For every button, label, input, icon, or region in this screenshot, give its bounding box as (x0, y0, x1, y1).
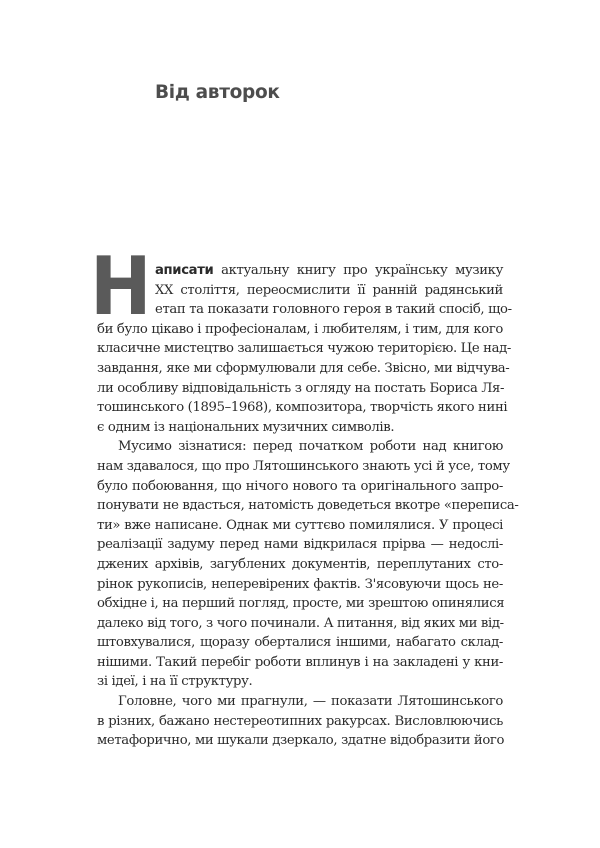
line-text: реалізації задуму перед нами відкрилася прірва — недослі- (97, 537, 503, 553)
line-text: джених архівів, загублених документів, переплутаних сто- (97, 556, 503, 572)
text-line (97, 496, 519, 516)
line-text: рінок рукописів, неперевірених фактів. З'ясовуючи щось не- (97, 576, 503, 592)
text-line (97, 516, 503, 536)
line-text: ти» вже написане. Однак ми суттєво помилялися. У процесі (97, 517, 503, 533)
line-text: штовхувалися, щоразу оберталися іншими, набагато склад- (97, 635, 503, 651)
text-line (97, 672, 503, 692)
text-line (97, 692, 503, 712)
text-line (97, 437, 503, 457)
drop-cap: Н (90, 240, 152, 333)
line-text: класичне мистецтво залишається чужою територією. Це над- (97, 341, 511, 357)
text-line (97, 633, 503, 653)
text-line (97, 575, 503, 595)
text-line (97, 379, 503, 399)
line-text: нам здавалося, що про Лятошинського знають усі й усе, тому (97, 458, 510, 474)
line-text: було побоювання, що нічого нового та оригінального запро- (97, 478, 503, 494)
text-line (97, 339, 511, 359)
line-text: в різних, бажано нестереотипних ракурсах. Висловлюючись (97, 713, 503, 729)
line-text: би було цікаво і професіоналам, і любителям, і тим, для кого (97, 321, 503, 337)
line-text: Головне, чого ми прагнули, — показати Лятошинського (118, 694, 503, 710)
text-line (97, 477, 503, 497)
text-line (97, 320, 503, 340)
line-text: понувати не вдасться, натомість доведеться вкотре «переписа- (97, 498, 519, 514)
text-line (97, 731, 503, 751)
text-line (97, 359, 510, 379)
text-line (97, 614, 503, 634)
chapter-title: Від авторок (155, 82, 280, 103)
line-text: нішими. Такий перебіг роботи вплинув і на закладені у кни- (97, 654, 503, 670)
text-line (97, 653, 503, 673)
line-text: обхідне і, на перший погляд, просте, ми зрештою опинялися (97, 596, 505, 612)
body-text (97, 261, 519, 751)
text-line (97, 712, 503, 732)
text-line (97, 300, 512, 320)
line-text: етап та показати головного героя в такий спосіб, що- (155, 302, 512, 318)
line-text: ХХ століття, переосмислити її ранній радянський (155, 282, 503, 298)
line-text: метафорично, ми шукали дзеркало, здатне відобразити його (97, 733, 505, 749)
line-text: завдання, яке ми сформулювали для себе. Звісно, ми відчува- (97, 360, 510, 376)
line-text: тошинського (1895–1968), композитора, творчість якого нині (97, 400, 508, 416)
text-line (97, 281, 503, 301)
line-text: є одним із національних музичних символів. (97, 419, 395, 435)
text-line (97, 594, 503, 614)
line-text: актуальну книгу про українську музику (213, 263, 503, 278)
line-text: Мусимо зізнатися: перед початком роботи над книгою (118, 439, 503, 455)
line-text: ли особливу відповідальність з огляду на постать Бориса Ля- (97, 380, 505, 396)
text-line (97, 535, 503, 555)
text-line (97, 398, 508, 418)
text-line (97, 418, 503, 438)
line-text: зі ідеї, і на її структуру. (97, 674, 253, 690)
text-line (97, 261, 503, 281)
text-line (97, 555, 503, 575)
lead-word: аписати (155, 263, 214, 278)
line-text: далеко від того, з чого починали. А питання, від яких ми від- (97, 615, 504, 631)
text-line (97, 457, 510, 477)
